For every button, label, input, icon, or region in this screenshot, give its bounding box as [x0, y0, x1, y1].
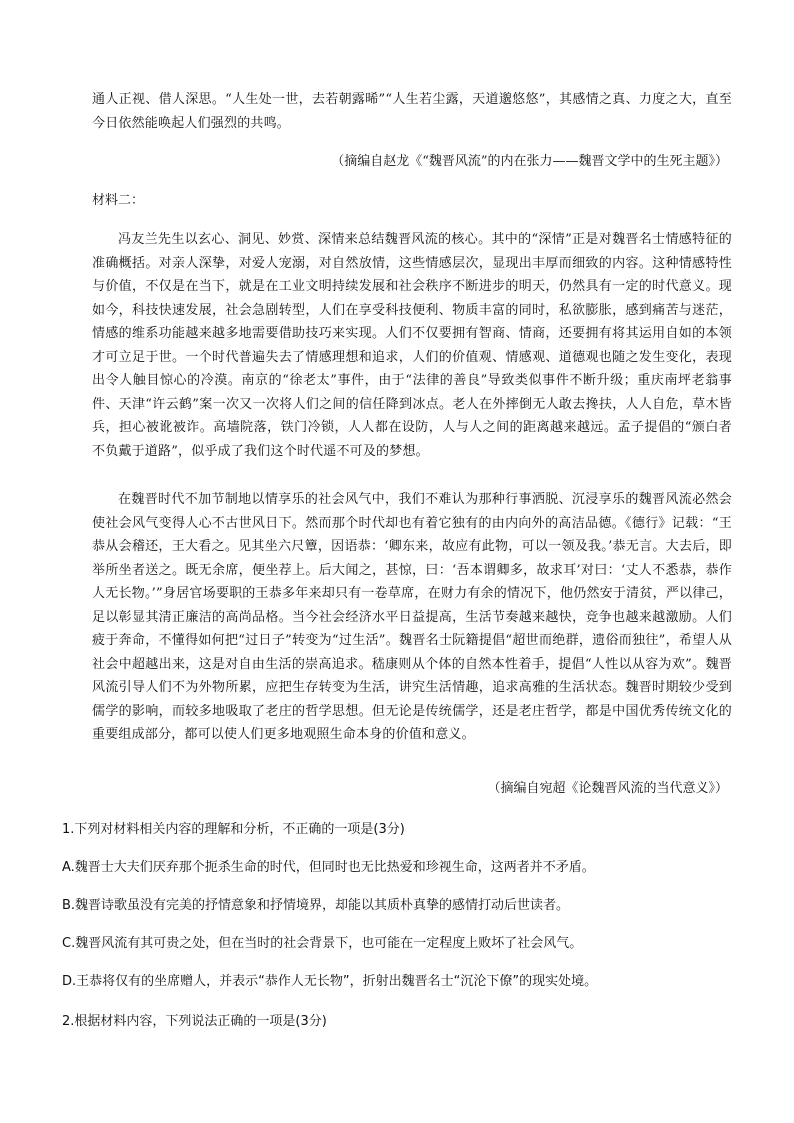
question-1-option-b: B.魏晋诗歌虽没有完美的抒情意象和抒情境界，却能以其质朴真挚的感情打动后世读者。: [62, 898, 570, 913]
question-2-stem: 2.根据材料内容，下列说法正确的一项是(3分): [62, 1014, 327, 1029]
material-two-paragraph-2: 在魏晋时代不加节制地以情享乐的社会风气中，我们不难认为那种行事洒脱、沉浸享乐的魏晋风流必然会使社会风气变得人心不古世风日下。然而那个时代却也有着它独有的由内向外的高洁品德。《德行》记载：“王恭从会稽还，王大看之。见其坐六尺簟，因语恭：‘卿东来，故应有此物，可以一领及我。’恭无言。大去后，即举所坐者送之。既无余席，便坐荐上。后大闻之，甚惊，曰：‘吾本谓卿多，故求耳’对曰：‘丈人不悉恭，恭作人无长物。’”身居官场要职的王恭多年来却只有一卷草席，在财力有余的情况下，他仍然安于清贫，严以律己，足以彰显其清正廉洁的高尚品格。当今社会经济水平日益提高，生活节奏越来越快，竞争也越来越激励。人们疲于奔命，不懂得如何把“过日子”转变为“过生活”。魏晋名士阮籍提倡“超世而绝群，遗俗而独往”，希望人从社会中超越出来，这是对自由生活的崇高追求。嵇康则从个体的自然本性着手，提倡“人性以从容为欢”。魏晋风流引导人们不为外物所累，应把生存转变为生活，讲究生活情趣，追求高雅的生活状态。魏晋时期较少受到儒学的影响，而较多地吸取了老庄的哲学思想。但无论是传统儒学，还是老庄哲学，都是中国优秀传统文化的重要组成部分，都可以使人们更多地观照生命本身的价值和意义。: [92, 492, 732, 742]
source-citation-1: （摘编自赵龙《“魏晋风流”的内在张力——魏晋文学中的生死主题》）: [331, 154, 728, 169]
source-citation-2: （摘编自宛超《论魏晋风流的当代意义》）: [487, 781, 728, 796]
material-two-label: 材料二：: [92, 193, 145, 208]
question-1-option-d: D.王恭将仅有的坐席赠人，并表示“恭作人无长物”，折射出魏晋名士“沉沦下僚”的现实处境。: [62, 974, 598, 989]
question-1-option-c: C.魏晋风流有其可贵之处，但在当时的社会背景下，也可能在一定程度上败坏了社会风气。: [62, 936, 583, 951]
intro-paragraph: 通人正视、借人深思。“人生处一世，去若朝露晞”“人生若尘露，天道邈悠悠”，其感情之真、力度之大，直至今日依然能唤起人们强烈的共鸣。: [92, 92, 732, 131]
question-1-option-a: A.魏晋士大夫们厌弃那个扼杀生命的时代，但同时也无比热爱和珍视生命，这两者并不矛盾。: [62, 860, 595, 875]
question-1-stem: 1.下列对材料相关内容的理解和分析，不正确的一项是(3分): [62, 822, 405, 837]
material-two-paragraph-1: 冯友兰先生以玄心、洞见、妙赏、深情来总结魏晋风流的核心。其中的“深情”正是对魏晋名士情感特征的准确概括。对亲人深挚，对爱人宠溺，对自然放情，这些情感层次，显现出丰厚而细致的内容。这种情感特性与价值，不仅是在当下，就是在工业文明持续发展和社会秩序不断进步的明天，仍然具有一定的时代意义。现如今，科技快速发展，社会急剧转型，人们在享受科技便利、物质丰富的同时，私欲膨胀，感到痛苦与迷茫，情感的维系功能越来越多地需要借助技巧来实现。人们不仅要拥有智商、情商，还要拥有将其运用自如的本领才可立足于世。一个时代普遍失去了情感理想和追求，人们的价值观、情感观、道德观也随之发生变化，表现出令人触目惊心的冷漠。南京的“徐老太”事件，由于“法律的善良”导致类似事件不断升级；重庆南坪老翁事件、天津“许云鹤”案一次又一次将人们之间的信任降到冰点。老人在外摔倒无人敢去搀扶，人人自危，草木皆兵，担心被讹被诈。高墙院落，铁门冷锁，人人都在设防，人与人之间的距离越来越远。孟子提倡的“颁白者不负戴于道路”，似乎成了我们这个时代遥不可及的梦想。: [92, 232, 732, 459]
